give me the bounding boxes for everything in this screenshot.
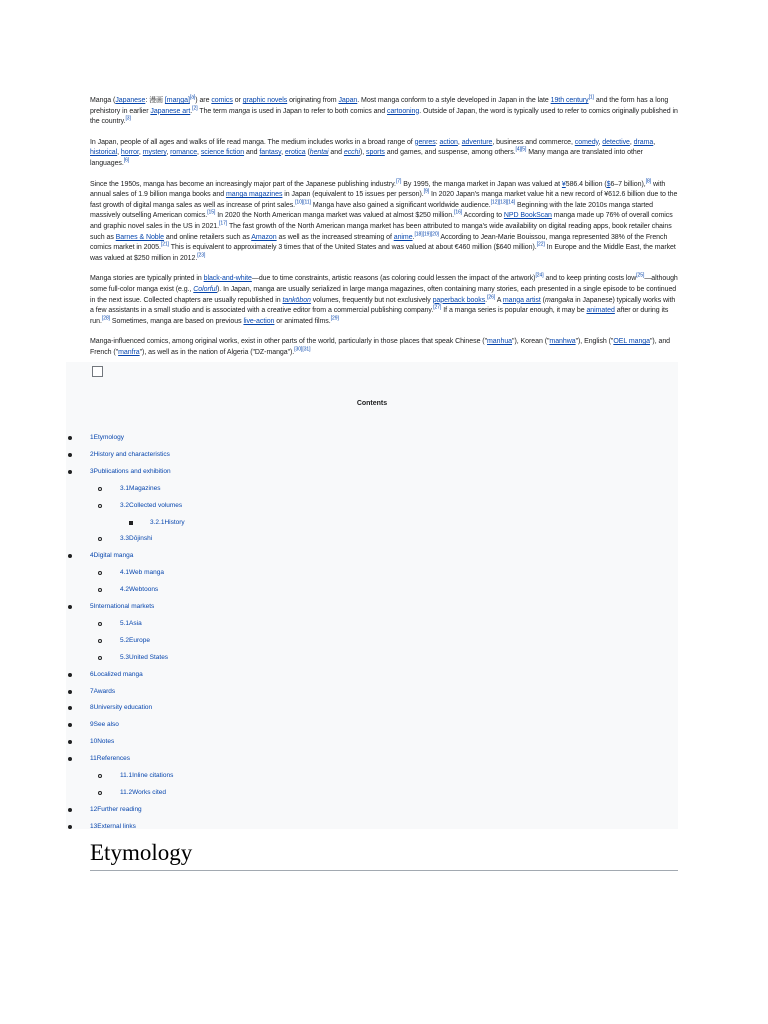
paragraph-text: , — [197, 149, 201, 157]
intro-paragraph-3 — [90, 180, 678, 265]
toc-item — [120, 654, 168, 662]
article-link[interactable]: historical — [90, 149, 118, 157]
article-link[interactable]: tankōbon — [282, 296, 311, 304]
toc-bullet — [98, 571, 102, 575]
paragraph-text: Since the 1950s, manga has become an increasingly major part of the Japanese publishing industry. — [90, 180, 396, 188]
paragraph-text: : — [435, 138, 440, 146]
article-link[interactable]: Japanese — [115, 97, 146, 104]
paragraph-text: : 漫画 — [145, 97, 165, 104]
toc-item — [120, 569, 164, 577]
paragraph-text: in Japanese) typically works with a few assistants in a small studio and is associated with a creative editor from a commercial publishing company. — [90, 296, 676, 315]
citation-ref[interactable]: [22] — [536, 241, 545, 248]
paragraph-text: According to — [462, 212, 504, 220]
citation-ref[interactable]: [27] — [433, 304, 442, 311]
paragraph-text: . Outside of Japan, the word is typically used to refer to comics originally published in the country. — [90, 107, 678, 126]
toc-item — [90, 434, 124, 442]
paragraph-text: "), and French (" — [90, 338, 671, 356]
article-link[interactable]: 19th century — [550, 97, 589, 104]
paragraph-text: If a manga series is popular enough, it may be — [441, 307, 587, 315]
toc-link[interactable]: 11.1Inline citations — [120, 772, 174, 779]
article-link[interactable]: $ — [606, 180, 611, 188]
toc-item — [120, 535, 152, 543]
toc-item — [150, 519, 185, 527]
paragraph-text: A — [495, 296, 503, 304]
paragraph-text: . Most manga conform to a style developed in Japan in the late — [357, 97, 551, 104]
citation-ref[interactable]: [a] — [189, 94, 196, 101]
toc-bullet — [98, 656, 102, 660]
paragraph-text: ( — [305, 149, 310, 157]
paragraph-text: , — [166, 149, 171, 157]
citation-ref[interactable]: [10][11] — [295, 199, 311, 206]
toc-item — [120, 620, 142, 628]
paragraph-text: and — [244, 149, 260, 157]
article-link[interactable]: ¥ — [561, 180, 566, 188]
citation-ref[interactable]: [1] — [588, 94, 594, 101]
paragraph-text: in Japan (equivalent to 15 issues per person). — [282, 191, 424, 199]
paragraph-text: and — [328, 149, 344, 157]
paragraph-text: ) are — [195, 97, 212, 104]
article-link[interactable]: romance — [170, 149, 198, 157]
paragraph-text: In Japan, people of all ages and walks of life read manga. The medium includes works in a broad range of — [90, 138, 415, 146]
toc-link[interactable]: 3.2Collected volumes — [120, 501, 183, 509]
toc-bullet — [68, 740, 72, 744]
article-link[interactable]: fantasy — [259, 149, 282, 157]
toc-item — [90, 451, 170, 459]
paragraph-text: "), Korean (" — [512, 338, 550, 346]
paragraph-text: or — [232, 97, 243, 104]
paragraph-text: , business and commerce, — [492, 138, 575, 146]
article-link[interactable]: NPD BookScan — [503, 212, 552, 220]
article-link[interactable]: anime — [393, 233, 413, 241]
paragraph-text: , — [138, 149, 143, 157]
paragraph-text: The term — [197, 107, 229, 115]
paragraph-text: as well as the increased streaming of — [276, 233, 394, 241]
paragraph-text: Manga stories are typically printed in — [90, 275, 204, 283]
toc-link[interactable]: 5International markets — [90, 603, 155, 610]
toc-link[interactable]: 3.1Magazines — [120, 484, 161, 492]
toc-bullet — [68, 808, 72, 812]
article-link[interactable]: live-action — [243, 317, 275, 325]
toc-link[interactable]: 8University education — [90, 704, 153, 712]
paragraph-text: "), as well as in the nation of Algeria ("DZ-manga"). — [139, 348, 295, 356]
toc-link[interactable]: 9See also — [90, 721, 119, 729]
article-link[interactable]: genres — [414, 138, 436, 146]
toc-link[interactable]: 12Further reading — [90, 805, 142, 813]
article-link[interactable]: action — [439, 138, 458, 146]
paragraph-text: . — [485, 296, 488, 304]
toc-bullet — [98, 774, 102, 778]
citation-ref[interactable]: [12][13][14] — [490, 199, 516, 206]
paragraph-text: According to Jean-Marie Bouissou, manga represented 38% of the French comics market in 2005. — [90, 233, 668, 252]
citation-ref[interactable]: [17] — [219, 220, 228, 227]
paragraph-text: Manga-influenced comics, among original works, exist in other parts of the world, particularly in those places that speak Chinese (" — [90, 338, 488, 346]
toc-item — [90, 603, 154, 611]
paragraph-text: is used in Japan to refer to both comics and — [250, 107, 388, 115]
paragraph-text: . — [190, 107, 193, 115]
toc-item — [90, 755, 130, 763]
paragraph-text: —although some full-color manga exist (e.g., — [90, 275, 678, 293]
paragraph-text: Beginning with the late 2010s manga started massively outselling American comics. — [90, 201, 653, 220]
section-heading-etymology: Etymology — [90, 840, 193, 865]
paragraph-text: The fast growth of the North American manga market has been attributed to manga's wide availability on digital reading apps, book retailer chains such as — [90, 222, 672, 241]
intro-paragraph-4 — [90, 274, 678, 327]
article-link[interactable]: Amazon — [251, 233, 277, 241]
paragraph-text: after or during its run. — [90, 307, 669, 325]
article-link[interactable]: horror — [120, 149, 139, 157]
paragraph-text: Sometimes, manga are based on previous — [110, 317, 244, 325]
paragraph-text: , — [281, 149, 285, 157]
article-link[interactable]: hentai — [309, 149, 329, 157]
toc-bullet — [68, 706, 72, 710]
article-link[interactable]: manfra — [118, 348, 140, 356]
paragraph-text: volumes, frequently but not exclusively — [310, 296, 433, 304]
article-link[interactable]: adventure — [461, 138, 493, 146]
toc-bullet — [68, 723, 72, 727]
paragraph-text: 586.4 billion ( — [565, 180, 607, 188]
citation-ref[interactable]: [15] — [207, 210, 216, 217]
article-link[interactable]: sports — [366, 149, 385, 157]
paragraph-text: By 1995, the manga market in Japan was valued at — [401, 180, 562, 188]
paragraph-text: In 2020 Japan's manga market value hit a new record of ¥612.6 billion due to the fast growth of digital manga sales as well as increase of print sales. — [90, 191, 678, 209]
paragraph-text: , — [629, 138, 634, 146]
toc-link[interactable]: 2History and characteristics — [90, 450, 170, 458]
toc-item — [120, 586, 158, 594]
paragraph-text: In 2020 the North American manga market was valued at almost $250 million. — [215, 212, 454, 220]
italic-term: mangaka — [544, 296, 574, 304]
paragraph-text: , — [457, 138, 462, 146]
toc-link[interactable]: 5.2Europe — [120, 636, 150, 644]
paragraph-text: ), — [359, 149, 367, 157]
article-link[interactable]: black-and-white — [203, 275, 252, 283]
toc-bullet — [68, 436, 72, 440]
toc-link[interactable]: 3.3Dōjinshi — [120, 535, 153, 543]
toc-link[interactable]: 7Awards — [90, 687, 116, 695]
toc-item — [90, 552, 133, 560]
paragraph-text: , — [598, 138, 603, 146]
toc-item — [90, 721, 119, 729]
citation-ref[interactable]: [7] — [395, 178, 402, 185]
toc-link[interactable]: 11.2Works cited — [120, 788, 167, 796]
toc-item — [90, 738, 114, 746]
citation-ref[interactable]: [4][5] — [515, 147, 527, 154]
article-link[interactable]: paperback books — [432, 296, 486, 304]
paragraph-text: , — [653, 138, 656, 146]
table-of-contents — [66, 362, 678, 829]
toc-item — [90, 704, 152, 712]
paragraph-text: "), English (" — [575, 338, 614, 346]
article-link[interactable]: comedy — [574, 138, 599, 146]
paragraph-text: or animated films. — [274, 317, 331, 325]
paragraph-text: with annual sales of 1.9 billion manga books and — [90, 180, 666, 199]
toc-bullet — [68, 605, 72, 609]
paragraph-text: and the form has a long prehistory in earlier — [90, 97, 669, 115]
toc-bullet — [68, 470, 72, 474]
paragraph-text: In Europe and the Middle East, the market was valued at $250 million in 2012. — [90, 244, 676, 262]
article-link[interactable]: ecchi — [343, 149, 360, 157]
citation-ref[interactable]: [30][31] — [294, 346, 311, 353]
article-link[interactable]: science fiction — [200, 149, 245, 157]
toc-link[interactable]: 1Etymology — [90, 434, 124, 441]
toc-title: Contents — [356, 400, 388, 407]
paragraph-text: and games, and suspense, among others. — [384, 149, 516, 157]
toc-bullet — [98, 622, 102, 626]
paragraph-text: manga made up 76% of overall comics and graphic novel sales in the US in 2021. — [90, 212, 673, 230]
toc-link[interactable]: 5.1Asia — [120, 619, 142, 627]
toc-bullet — [68, 453, 72, 457]
toc-link[interactable]: 4Digital manga — [90, 552, 134, 560]
toc-bullet — [98, 791, 102, 795]
toc-link[interactable]: 4.1Web manga — [120, 569, 164, 577]
toc-link[interactable]: 11References — [90, 755, 130, 763]
toc-item — [120, 485, 160, 493]
paragraph-text: Many manga are translated into other languages. — [90, 149, 643, 167]
toc-item — [90, 688, 115, 696]
paragraph-text: —due to time constraints, artistic reasons (as coloring could lessen the impact of the artwork) — [251, 275, 536, 283]
article-link[interactable]: manga artist — [502, 296, 541, 304]
toc-item — [90, 468, 171, 476]
toc-item — [90, 671, 143, 679]
article-link[interactable]: OEL manga — [613, 338, 650, 346]
toc-item — [120, 789, 166, 797]
paragraph-text: , — [117, 149, 121, 157]
article-link[interactable]: Japanese art — [150, 107, 191, 115]
toc-bullet — [129, 521, 133, 525]
toc-bullet — [98, 639, 102, 643]
intro-paragraph-1 — [90, 96, 678, 128]
article-link[interactable]: cartooning — [387, 107, 420, 115]
toc-item — [120, 637, 150, 645]
citation-ref[interactable]: [26] — [487, 294, 496, 301]
article-link[interactable]: Barnes & Noble — [115, 233, 164, 241]
toc-bullet — [98, 504, 102, 508]
toc-link[interactable]: 10Notes — [90, 738, 115, 746]
citation-ref[interactable]: [28] — [101, 315, 111, 322]
toc-bullet — [68, 825, 72, 829]
heading-divider — [90, 870, 678, 871]
article-link[interactable]: [maŋɡa] — [164, 97, 190, 104]
article-link[interactable]: erotica — [284, 149, 306, 157]
citation-ref[interactable]: [24] — [535, 272, 544, 279]
citation-ref[interactable]: [25] — [636, 272, 645, 279]
toc-toggle-checkbox[interactable] — [92, 366, 103, 377]
paragraph-text: ( — [540, 296, 545, 304]
paragraph-text: Manga ( — [90, 97, 116, 104]
article-link[interactable]: manga magazines — [225, 191, 283, 199]
toc-bullet — [68, 673, 72, 677]
citation-ref[interactable]: [21] — [160, 241, 170, 248]
paragraph-text: ). In Japan, manga are usually serialized in large manga magazines, often containing many stories, each presented in a single episode to be continued in the next issue. Collected chapters are usually republished in — [90, 285, 677, 304]
toc-item — [90, 823, 136, 831]
intro-paragraph-2 — [90, 138, 678, 170]
citation-ref[interactable]: [16] — [454, 210, 463, 217]
article-link[interactable]: graphic novels — [242, 97, 288, 104]
toc-item — [120, 772, 173, 780]
citation-ref[interactable]: [23] — [197, 252, 206, 259]
article-link[interactable]: manhwa — [549, 338, 576, 346]
article-link[interactable]: Japan — [338, 97, 358, 104]
toc-link[interactable]: 3Publications and exhibition — [90, 467, 171, 475]
toc-bullet — [98, 537, 102, 541]
toc-bullet — [68, 690, 72, 694]
toc-link[interactable]: 3.2.1History — [150, 518, 185, 526]
citation-ref[interactable]: [2] — [192, 105, 198, 112]
toc-item — [90, 806, 142, 814]
citation-ref[interactable]: [9] — [423, 188, 430, 195]
citation-ref[interactable]: [8] — [645, 178, 652, 185]
toc-bullet — [98, 487, 102, 491]
toc-link[interactable]: 4.2Webtoons — [120, 586, 159, 594]
toc-item — [120, 502, 182, 510]
paragraph-text: Manga have also gained a significant worldwide audience. — [310, 201, 491, 209]
toc-bullet — [68, 757, 72, 761]
toc-bullet — [68, 554, 72, 558]
paragraph-text: This is equivalent to approximately 3 times that of the United States and was valued at about €460 million ($640 million). — [169, 244, 537, 252]
paragraph-text: . — [412, 233, 415, 241]
toc-link[interactable]: 13External links — [90, 822, 136, 830]
article-intro — [90, 96, 678, 368]
toc-link[interactable]: 6Localized manga — [90, 670, 143, 678]
article-link[interactable]: detective — [602, 138, 630, 146]
article-link[interactable]: mystery — [142, 149, 167, 157]
article-link[interactable]: Colorful — [193, 285, 218, 293]
citation-ref[interactable]: [18][19][20] — [414, 231, 439, 238]
citation-ref[interactable]: [29] — [330, 315, 339, 322]
article-link[interactable]: drama — [633, 138, 654, 146]
paragraph-text: 6–7 billion), — [610, 180, 646, 188]
intro-paragraph-5 — [90, 337, 678, 358]
paragraph-text: and to keep printing costs low — [543, 275, 637, 283]
citation-ref[interactable]: [6] — [123, 157, 130, 164]
paragraph-text: and online retailers such as — [164, 233, 252, 241]
toc-link[interactable]: 5.3United States — [120, 653, 169, 661]
citation-ref[interactable]: [3] — [125, 115, 131, 122]
article-link[interactable]: comics — [211, 97, 233, 104]
paragraph-text: originating from — [287, 97, 339, 104]
italic-term: manga — [228, 107, 251, 115]
article-link[interactable]: manhua — [487, 338, 513, 346]
article-link[interactable]: animated — [586, 307, 615, 315]
toc-bullet — [98, 588, 102, 592]
